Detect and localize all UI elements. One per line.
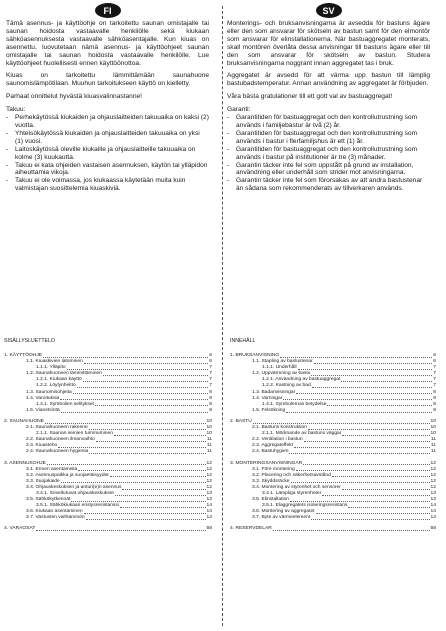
guarantee-item: - Garantitiden för bastuaggregat och den kontrollutrustning som används i bastur i flerfamiljshus är ett (1) år. [227,130,430,146]
toc-title: SISÄLLYSLUETTELO [4,338,55,344]
toc-entry-title: 1.1. Stapling av bastustenar [252,359,313,365]
toc-page-number: 14 [206,515,212,521]
toc-page-number: 10 [206,418,212,424]
toc-entry-title: 1.1.1. Ylläpito [36,365,66,371]
table-of-contents-sv [230,338,436,533]
toc-entry-title: 1.2.2. Löylynheitto [36,383,76,389]
congratulations-paragraph: Våra bästa gratulationer till ett gott val av bastuaggregat! [227,93,393,101]
toc-entry-title: 2. BASTU [230,418,252,424]
toc-page-number: 8 [433,389,436,395]
toc-entry-title: 1.4. Varningar [252,395,283,401]
toc-page-number: 8 [433,395,436,401]
toc-page-number: 14 [430,515,436,521]
toc-leader-dots [67,369,209,370]
toc-page-number: 14 [206,503,212,509]
toc-page-number: 12 [206,472,212,478]
toc-entry-title: 1.5. Felsökning [252,407,286,413]
toc-entry-title: 2.1.1. Saunan seinien tummuminen [36,431,113,437]
toc-leader-dots [60,399,208,400]
toc-page-number: 6 [209,359,212,365]
toc-entry-title: 2.3. Kiuasteho [26,443,58,449]
guarantee-item: - Garantitiden för bastuaggregat och den kontrollutrustning som används i familjebastur är två (2) år. [227,114,430,130]
toc-page-number: 14 [430,509,436,515]
toc-page-number: 10 [206,425,212,431]
toc-entry-title: 2.4. Saunahuoneen hygienia [26,449,89,455]
toc-leader-dots [283,399,432,400]
toc-entry-title: 4. VARAOSAT [4,526,36,532]
toc-entry-title: 1.3. Saunomisohjeita [26,389,72,395]
toc-page-number: 10 [430,431,436,437]
toc-page-number: 8 [209,407,212,413]
toc-leader-dots [296,393,432,394]
toc-entry-title: 2. SAUNAHUONE [4,418,44,424]
toc-entry-title: 3.5. Sähkökytkennät [26,497,71,503]
toc-entry[interactable] [4,526,212,532]
toc-leader-dots [103,375,208,376]
finnish-column [6,0,209,193]
toc-entry-title: 3. MONTERINGSANVISNINGAR [230,460,303,466]
toc-page-number: 11 [206,449,212,455]
toc-entry-title: 2.2. Saunahuoneen ilmanvaihto [26,437,95,443]
toc-entry-title: 3.2. Asennuspaikka ja suojaetäisyydet [26,472,109,478]
toc-page-number: 7 [433,371,436,377]
toc-entry[interactable] [230,526,436,532]
toc-page-number: 8 [433,401,436,407]
toc-page-number: 12 [430,466,436,472]
guarantee-item: - Perhekäytössä kiukaiden ja ohjauslaitteiden takuuaika on kaksi (2) vuotta. [6,114,209,130]
guarantee-list [227,114,430,193]
toc-entry-title: 1.4.1. Symbolernas betydelse [262,401,327,407]
toc-page-number: 11 [430,443,436,449]
toc-entry-title: 4. RESERVDELAR [230,526,272,532]
toc-leader-dots [291,482,430,483]
toc-page-number: 6 [433,359,436,365]
toc-entry-title: 1. BRUKSANVISNING [230,353,280,358]
guarantee-list [6,114,209,193]
toc-page-number: 11 [430,449,436,455]
toc-page-number: 7 [433,383,436,389]
intended-use-paragraph: Kiuas on tarkoitettu lämmittämään saunahuone saunomislämpötilaan. Muuhun tarkoitukseen käyttö on kielletty. [6,72,209,88]
toc-leader-dots [61,412,209,413]
toc-leader-dots [73,393,209,394]
toc-entry-title: 1.4. Varoituksia [26,395,60,401]
toc-leader-dots [327,405,432,406]
toc-entry-title: 3.7. Byte av värmeelement [252,515,311,521]
toc-page-number: 12 [430,472,436,478]
toc-entry-title: 3.5.1. Sähkökiukaan eristysresistanssi [36,503,119,509]
toc-entry-title: 1.1.1. Underhåll [262,365,297,371]
toc-page-number: 12 [430,460,436,466]
congratulations-paragraph: Parhaat onnittelut hyvästä kiuasvalinnastanne! [6,93,142,101]
toc-entry-title: 1.2.1. Kiukaan käyttö [36,377,82,383]
guarantee-title: Garanti: [227,106,251,114]
toc-leader-dots [45,423,206,424]
toc-leader-dots [77,387,209,388]
toc-page-number: 13 [206,497,212,503]
toc-entry-title: 2.1. Saunahuoneen rakenne [26,425,88,431]
toc-leader-dots [71,501,205,502]
guarantee-item: - Takuu ei kata ohjeiden vastaisen asennuksen, käytön tai ylläpidon aiheuttamia vikoja. [6,162,209,178]
toc-page-number: 6 [433,353,436,358]
toc-entry-title: 3.4.1. Sovellutuvat ohjauskeskukset [36,490,114,496]
toc-page-number: 13 [430,497,436,503]
toc-page-number: 13 [206,490,212,496]
toc-leader-dots [314,363,433,364]
toc-page-number: 7 [433,365,436,371]
guarantee-item: - Takuu ei ole voimassa, jos kiukaassa käytetään muita kuin valmistajan suosittelemia kiuaskiviä. [6,177,209,193]
toc-entry-title: 3.1. Ennen asentamista [26,466,78,472]
toc-entry-title: 1.2.1. Användning av bastuaggregat [262,377,341,383]
toc-leader-dots [120,507,206,508]
guarantee-item: - Garantin täcker inte fel som uppstått på grund av installation, användning eller underhåll som strider mot anvisningarna. [227,162,430,178]
toc-leader-dots [348,507,429,508]
toc-page-number: 7 [433,377,436,383]
toc-page-number: 12 [206,478,212,484]
toc-entry-title: 3.2. Placering och säkerhetsavstånd [252,472,331,478]
toc-entry-title: 3.6. Montering av aggregatet [252,509,315,515]
toc-entry-title: 3. ASENNUSOHJE [4,460,46,466]
toc-leader-dots [273,530,430,531]
guarantee-item: - Garantitiden för bastuaggregat och den kontrollutrustning som används i bastur på institutioner är tre (3) månader. [227,146,430,162]
toc-page-number: 11 [206,443,212,449]
toc-leader-dots [298,369,433,370]
toc-leader-dots [316,513,430,514]
toc-leader-dots [89,429,206,430]
toc-leader-dots [341,381,432,382]
toc-leader-dots [294,447,430,448]
toc-page-number: 11 [206,437,212,443]
toc-page-number: 10 [430,425,436,431]
toc-entry-title: 1.1. Kiuaskivien latominen [26,359,83,365]
toc-leader-dots [96,441,206,442]
toc-leader-dots [322,495,429,496]
toc-leader-dots [95,405,208,406]
toc-leader-dots [312,387,433,388]
column-divider [222,6,223,626]
toc-entry-title: 3.4.1. Lämpliga styrenheter [262,490,322,496]
toc-entry-title: 3.6. Kiukaan asentaminen [26,509,83,515]
toc-leader-dots [47,464,206,465]
toc-leader-dots [114,435,206,436]
toc-entry-title: 3.7. Vastusten vaihtaminen [26,515,85,521]
toc-leader-dots [296,470,430,471]
toc-page-number: 7 [209,371,212,377]
toc-entry-title: 3.3. Skyddsräcke [252,478,290,484]
toc-page-number: 8 [209,401,212,407]
toc-entries [230,353,436,533]
toc-leader-dots [303,464,429,465]
toc-page-number: 10 [430,418,436,424]
intro-paragraph: Monterings- och bruksanvisningarna är avsedda för bastuns ägare eller den som ansvarar för skötseln av bastun samt för den elmontör som ansvarar för elinstallationerna. När bastuaggregatet monterats, skall montören överlåta dessa anvisningar till bastuns ägare eller till den som ansvarar för skötseln av bastun. Studera bruksanvisningarna noggrant innan aggregatet tas i bruk. [227,20,430,67]
toc-entry-title: 1.3. Badanvisningar [252,389,296,395]
guarantee-title: Takuu: [6,106,26,114]
toc-page-number: 12 [206,466,212,472]
intro-paragraph: Tämä asennus- ja käyttöohje on tarkoitettu saunan omistajalle tai saunan hoidosta vastaavalle henkilölle sekä kiukaan sähköasennuksesta vastaavalle sähköasentajalle. Kun kiuas on asennettu, luovutetaan nämä asennus- ja käyttöohjeet saunan omistajalle tai saunan hoidosta vastaavalle henkilölle. Lue käyttöohjeet huolellisesti ennen käyttöönottoa. [6,20,209,67]
toc-leader-dots [78,470,205,471]
guarantee-item: - Garantin täcker inte fel som förorsakas av att andra bastustenar än sådana som rekommenderats av tillverkaren används. [227,177,430,193]
toc-entry-title: 1.4.1. Symbolien selitykset [36,401,94,407]
toc-page-number: 13 [430,490,436,496]
toc-entry-title: 3.5. Elinstallation [252,497,289,503]
toc-entry-title: 3.4. Montering av styrenhet och sensorer [252,484,341,490]
toc-leader-dots [304,441,430,442]
toc-entry-title: 3.4. Ohjauskeskuksen ja anturi(e)n asennus [26,484,122,490]
toc-leader-dots [308,429,430,430]
toc-leader-dots [58,447,206,448]
swedish-column [227,0,430,193]
toc-leader-dots [311,519,429,520]
toc-page-number: 6 [209,353,212,358]
toc-entry-title: 3.1. Före montering [252,466,295,472]
toc-leader-dots [89,453,206,454]
toc-entry-title: 2.4. Bastuhygien [252,449,289,455]
toc-page-number: 58 [206,526,212,532]
toc-page-number: 8 [433,407,436,413]
toc-page-number: 7 [209,383,212,389]
toc-entry-title: 2.2. Ventilation i bastun [252,437,303,443]
toc-leader-dots [286,412,432,413]
toc-page-number: 14 [430,503,436,509]
toc-page-number: 7 [209,377,212,383]
toc-page-number: 8 [209,389,212,395]
toc-page-number: 12 [206,460,212,466]
toc-leader-dots [61,482,206,483]
toc-page-number: 58 [430,526,436,532]
toc-leader-dots [253,423,430,424]
toc-page-number: 12 [430,484,436,490]
toc-entry-title: 1.2. Uppvärmning av bastu [252,371,311,377]
toc-leader-dots [83,381,209,382]
toc-leader-dots [43,357,208,358]
toc-entry-title: 3.3. Suojakaide [26,478,60,484]
toc-page-number: 12 [206,484,212,490]
guarantee-item: - Laitoskäytössä oleville kiukaille ja ohjauslaitteille takuuaika on kolme (3) kuukautta. [6,146,209,162]
toc-entry-title: 1.5. Vianetsintä [26,407,60,413]
toc-leader-dots [84,363,208,364]
toc-leader-dots [84,513,206,514]
toc-entry-title: 1.2.2. Kastning av bad [262,383,311,389]
toc-page-number: 14 [206,509,212,515]
toc-leader-dots [289,453,429,454]
toc-leader-dots [122,489,205,490]
toc-leader-dots [86,519,206,520]
toc-entries [4,353,212,533]
toc-page-number: 8 [209,395,212,401]
toc-leader-dots [280,357,432,358]
toc-leader-dots [342,489,430,490]
toc-page-number: 7 [209,365,212,371]
toc-entry-title: 3.5.1. Elaggregatets isoleringsresistans [262,503,348,509]
toc-page-number: 12 [430,478,436,484]
toc-entry-title: 1. KÄYTTÖOHJE [4,353,43,358]
toc-leader-dots [110,476,206,477]
toc-leader-dots [115,495,206,496]
intended-use-paragraph: Aggregatet är avsedd för att värma upp bastun till lämplig bastubadstemperatur. Annan användning av aggregatet är förbjuden. [227,72,430,88]
toc-title: INNEHÅLL [230,338,256,344]
guarantee-item: - Yhteisökäytössä kiukaiden ja ohjauslaitteiden takuuaika on yksi (1) vuosi. [6,130,209,146]
toc-leader-dots [290,501,430,502]
toc-entry-title: 2.3. Aggregateffekt [252,443,293,449]
toc-page-number: 11 [430,437,436,443]
toc-page-number: 10 [206,431,212,437]
language-badge-fi: FI [95,3,121,18]
toc-leader-dots [332,476,430,477]
toc-leader-dots [342,435,429,436]
toc-entry-title: 2.1. Bastuns konstruktion [252,425,307,431]
toc-entry-title: 2.1.1. Mörknande av bastuns väggar [262,431,342,437]
toc-entry-title: 1.2. Saunahuoneen lämmittäminen [26,371,102,377]
language-badge-sv: SV [316,3,342,18]
table-of-contents-fi [4,338,212,533]
toc-leader-dots [36,530,205,531]
toc-leader-dots [311,375,432,376]
